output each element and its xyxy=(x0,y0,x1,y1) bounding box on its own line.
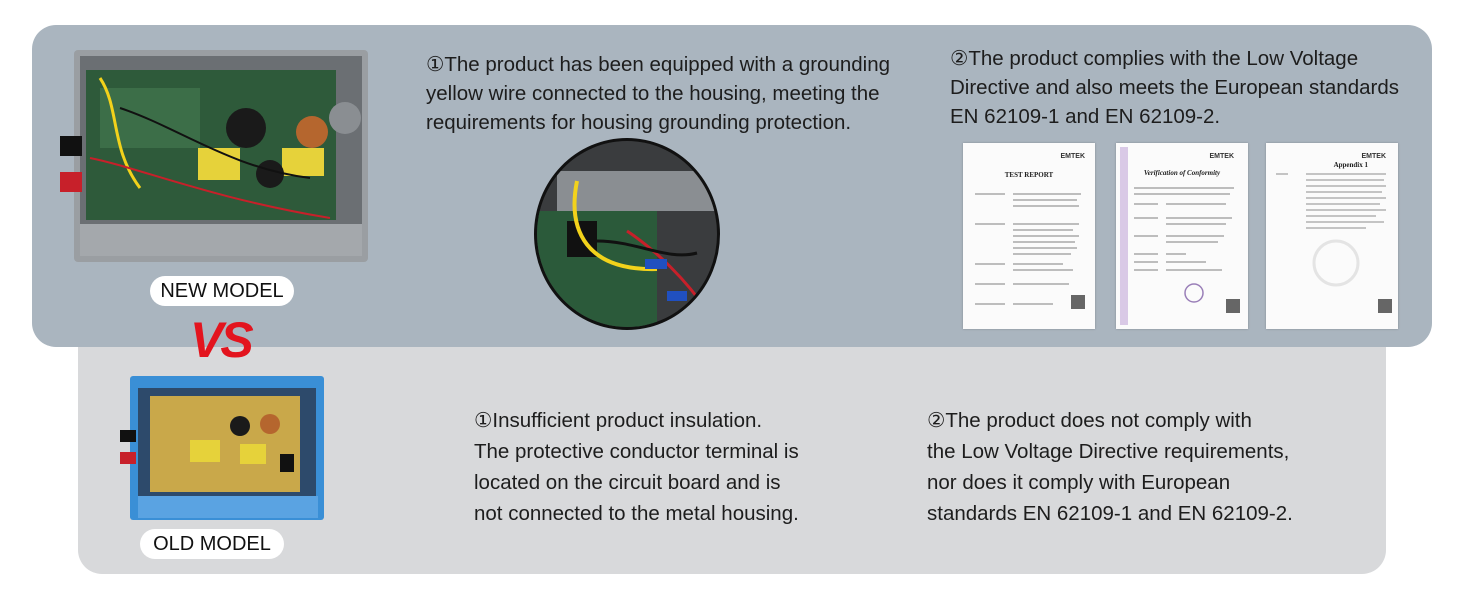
certificate-lines xyxy=(1266,143,1398,329)
certificate-title: TEST REPORT xyxy=(1004,171,1054,179)
vs-label: VS xyxy=(190,312,251,368)
new-model-feature-1: ①The product has been equipped with a grounding yellow wire connected to the housing, meeting the requirements for housing grounding protection. xyxy=(426,53,891,134)
certificate-lines xyxy=(1116,143,1248,329)
certificate-lines xyxy=(963,143,1095,329)
new-model-device-photo xyxy=(60,48,372,266)
emtek-logo: EMTEK xyxy=(1361,153,1386,160)
emtek-logo: EMTEK xyxy=(1060,153,1085,160)
old-model-device-photo xyxy=(120,374,326,522)
old-model-issue-2: ②The product does not comply with the Low Voltage Directive requirements, nor does it comply with European standards EN 62109-1 and EN 62109-2. xyxy=(927,409,1293,525)
grounding-wire-closeup xyxy=(534,138,720,330)
old-model-issue-1: ①Insufficient product insulation. The protective conductor terminal is located on the circuit board and is not connected to the metal housing. xyxy=(474,409,799,525)
certificate-appendix xyxy=(1266,143,1398,329)
old-model-badge: OLD MODEL xyxy=(140,529,284,559)
certificate-title: Appendix 1 xyxy=(1333,161,1368,169)
new-model-feature-2: ②The product complies with the Low Voltage Directive and also meets the European standards EN 62109-1 and EN 62109-2. xyxy=(950,47,1399,128)
emtek-logo: EMTEK xyxy=(1209,153,1234,160)
certificate-verification-of-conformity xyxy=(1116,143,1248,329)
certificate-test-report xyxy=(963,143,1095,329)
certificate-title: Verification of Conformity xyxy=(1143,169,1221,177)
new-model-badge: NEW MODEL xyxy=(150,276,294,306)
